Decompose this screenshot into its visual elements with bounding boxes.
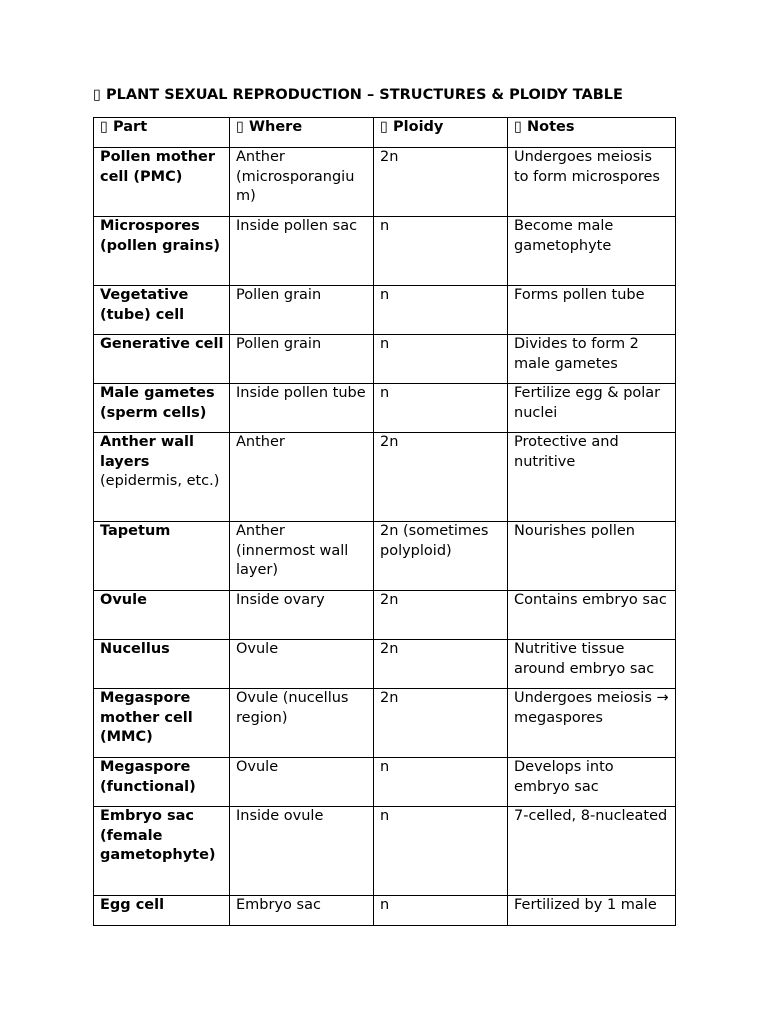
cell-part <box>94 217 230 286</box>
cell-ploidy: n <box>374 384 508 433</box>
cell-part <box>94 433 230 522</box>
page-title: ▯ PLANT SEXUAL REPRODUCTION – STRUCTURES & PLOIDY TABLE <box>93 87 623 103</box>
cell-part <box>94 896 230 926</box>
table-row <box>94 217 676 286</box>
cell-where: Embryo sac <box>230 896 374 926</box>
part-name: Vegetative (tube) cell <box>100 287 189 323</box>
cell-ploidy: n <box>374 335 508 384</box>
cell-part <box>94 335 230 384</box>
cell-notes: Undergoes meiosis to form microspores <box>508 148 676 217</box>
header-where: ▯ Where <box>230 118 374 148</box>
cell-part <box>94 807 230 896</box>
cell-notes: Nourishes pollen <box>508 522 676 591</box>
table-row <box>94 335 676 384</box>
cell-notes: Undergoes meiosis → megaspores <box>508 689 676 758</box>
part-extra: (epidermis, etc.) <box>100 473 220 490</box>
cell-notes: Contains embryo sac <box>508 591 676 640</box>
cell-notes: Nutritive tissue around embryo sac <box>508 640 676 689</box>
cell-ploidy: n <box>374 896 508 926</box>
cell-notes: Develops into embryo sac <box>508 758 676 807</box>
cell-ploidy: 2n (sometimes polyploid) <box>374 522 508 591</box>
cell-ploidy: n <box>374 758 508 807</box>
cell-ploidy: 2n <box>374 148 508 217</box>
table-row <box>94 758 676 807</box>
cell-part <box>94 384 230 433</box>
cell-where: Ovule (nucellus region) <box>230 689 374 758</box>
table-row <box>94 689 676 758</box>
header-ploidy: ▯ Ploidy <box>374 118 508 148</box>
cell-where: Anther (innermost wall layer) <box>230 522 374 591</box>
table-row <box>94 896 676 926</box>
cell-where: Inside pollen tube <box>230 384 374 433</box>
cell-notes: Protective and nutritive <box>508 433 676 522</box>
cell-part <box>94 758 230 807</box>
header-part: ▯ Part <box>94 118 230 148</box>
table-row <box>94 286 676 335</box>
cell-ploidy: 2n <box>374 640 508 689</box>
cell-ploidy: n <box>374 807 508 896</box>
part-name: Embryo sac (female gametophyte) <box>100 808 216 864</box>
cell-notes: Fertilize egg & polar nuclei <box>508 384 676 433</box>
cell-ploidy: n <box>374 286 508 335</box>
table-row <box>94 522 676 591</box>
cell-part <box>94 286 230 335</box>
cell-ploidy: n <box>374 217 508 286</box>
part-name: Megaspore mother cell (MMC) <box>100 690 193 746</box>
table-row <box>94 433 676 522</box>
cell-where: Inside pollen sac <box>230 217 374 286</box>
part-name: Megaspore (functional) <box>100 759 196 795</box>
part-name: Generative cell <box>100 336 224 352</box>
cell-part <box>94 689 230 758</box>
cell-where: Pollen grain <box>230 286 374 335</box>
cell-notes: Divides to form 2 male gametes <box>508 335 676 384</box>
table-row <box>94 807 676 896</box>
part-name: Tapetum <box>100 523 171 539</box>
table-row <box>94 148 676 217</box>
cell-ploidy: 2n <box>374 689 508 758</box>
cell-where: Pollen grain <box>230 335 374 384</box>
cell-part <box>94 522 230 591</box>
cell-notes: 7-celled, 8-nucleated <box>508 807 676 896</box>
table-row <box>94 591 676 640</box>
cell-notes: Fertilized by 1 male <box>508 896 676 926</box>
cell-part <box>94 148 230 217</box>
table-row <box>94 384 676 433</box>
cell-part <box>94 640 230 689</box>
cell-notes: Forms pollen tube <box>508 286 676 335</box>
cell-ploidy: 2n <box>374 433 508 522</box>
header-notes: ▯ Notes <box>508 118 676 148</box>
cell-part <box>94 591 230 640</box>
cell-where: Ovule <box>230 640 374 689</box>
cell-notes: Become male gametophyte <box>508 217 676 286</box>
cell-where: Anther <box>230 433 374 522</box>
part-name: Male gametes (sperm cells) <box>100 385 215 421</box>
part-name: Nucellus <box>100 641 170 657</box>
table-header-row <box>94 118 676 148</box>
part-name: Anther wall layers <box>100 434 194 470</box>
cell-where: Inside ovary <box>230 591 374 640</box>
ploidy-table <box>93 117 676 926</box>
part-name: Egg cell <box>100 897 165 913</box>
cell-where: Anther (microsporangium) <box>230 148 374 217</box>
cell-ploidy: 2n <box>374 591 508 640</box>
part-name: Ovule <box>100 592 147 608</box>
table-row <box>94 640 676 689</box>
cell-where: Ovule <box>230 758 374 807</box>
part-name: Microspores (pollen grains) <box>100 218 220 254</box>
cell-where: Inside ovule <box>230 807 374 896</box>
part-name: Pollen mother cell (PMC) <box>100 149 216 185</box>
